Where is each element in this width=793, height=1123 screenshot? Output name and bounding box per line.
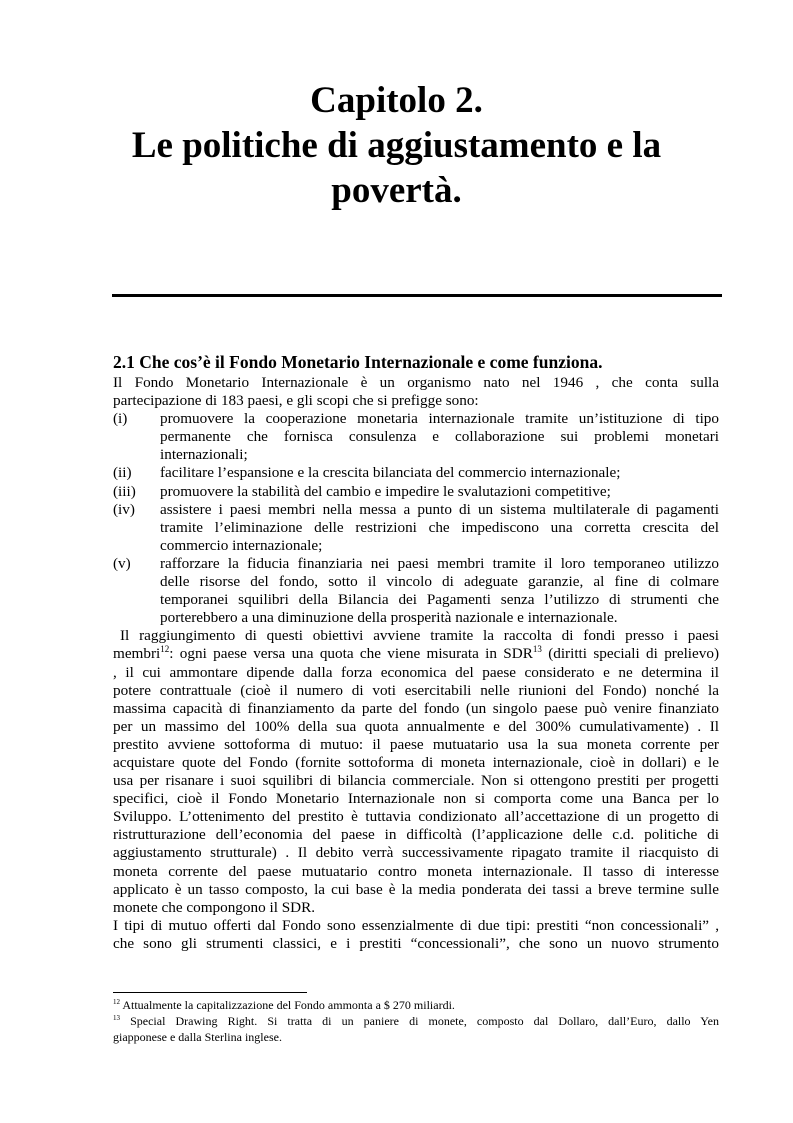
- paragraph-line: usa per risanare i suoi squilibri di bilancia commerciale. Non si ottengono prestiti per progetti: [113, 772, 719, 790]
- chapter-title: [0, 78, 793, 213]
- chapter-title-line-1: Le politiche di aggiustamento e la: [131, 125, 662, 166]
- intro-line: Il Fondo Monetario Internazionale è un organismo nato nel 1946 , che conta sulla: [113, 374, 719, 391]
- list-item-number: (iii): [113, 482, 136, 500]
- footnote-separator: [113, 992, 307, 993]
- section-heading: 2.1 Che cos’è il Fondo Monetario Internazionale e come funziona.: [113, 352, 603, 372]
- list-item-line: promuovere la cooperazione monetaria internazionale tramite un’istituzione di tipo: [160, 410, 719, 428]
- paragraph-line: monete che compongono il SDR.: [113, 898, 316, 916]
- footnote-12: $^{12}$ Attualmente la capitalizzazione del Fondo ammonta a $ 270 miliardi.: [113, 998, 455, 1012]
- list-item: [113, 483, 719, 501]
- paragraph-line: massima capacità di finanziamento da parte del fondo (un singolo paese può venire finanziato: [113, 699, 719, 717]
- list-item-line: assistere i paesi membri nella messa a punto di un sistema multilaterale di pagamenti: [160, 500, 719, 518]
- paragraph-line: membri$^{12}$: ogni paese versa una quota che viene misurata in SDR$^{13}$ (diritti speciali di prelievo): [113, 645, 719, 663]
- intro-line: partecipazione di 183 paesi, e gli scopi che si prefigge sono:: [113, 392, 479, 410]
- paragraph-line: specifici, cioè il Fondo Monetario Internazionale non si comporta come una Banca per lo: [113, 790, 719, 808]
- footnote-ref-12: 12: [160, 645, 170, 655]
- list-item-line: rafforzare la fiducia finanziaria nei paesi membri tramite il loro temporaneo utilizzo: [160, 554, 719, 572]
- list-item-line: commercio internazionale;: [160, 536, 323, 554]
- list-item-line: porterebbero a una diminuzione della prosperità nazionale e internazionale.: [160, 609, 618, 627]
- paragraph-line: moneta corrente del paese mutuatario contro moneta internazionale. Il tasso di interesse: [113, 862, 719, 880]
- list-item-line: delle risorse del fondo, sotto il vincolo di adeguate garanzie, al fine di colmare: [160, 573, 719, 591]
- paragraph-line: Il raggiungimento di questi obiettivi avviene tramite la raccolta di fondi presso i paesi: [120, 627, 719, 645]
- list-item: [113, 501, 719, 555]
- list-item: [113, 464, 719, 482]
- list-item-line: promuovere la stabilità del cambio e impedire le svalutazioni competitive;: [160, 482, 611, 500]
- paragraph-line: I tipi di mutuo offerti dal Fondo sono essenzialmente di due tipi: prestiti “non concessionali” ,: [113, 916, 719, 934]
- footnotes: [113, 997, 719, 1045]
- footnote-13-continued: giapponese e dalla Sterlina inglese.: [113, 1030, 282, 1044]
- list-item-line: permanente che fornisca consulenza e collaborazione sui problemi monetari: [160, 428, 719, 446]
- paragraph-line: aggiustamento strutturale) . Il debito verrà successivamente ripagato tramite il riacquisto di: [113, 844, 719, 862]
- list-item-line: tramite l’eliminazione delle restrizioni che impediscono una corretta crescita del: [160, 518, 719, 536]
- list-item-number: (v): [113, 554, 131, 572]
- list-item: [113, 555, 719, 627]
- footnote-ref-13: 13: [532, 645, 542, 655]
- list-item-number: (ii): [113, 464, 132, 482]
- list-item: [113, 410, 719, 464]
- horizontal-rule: [112, 294, 722, 297]
- footnote-13: $^{13}$ Special Drawing Right. Si tratta di un paniere di monete, composto dal Dollaro, dall’Euro, dallo Yen: [113, 1014, 719, 1028]
- paragraph-line: Sviluppo. L’ottenimento del prestito è tuttavia condizionato all’accettazione di un progetto di: [113, 808, 719, 826]
- list-item-line: internazionali;: [160, 446, 248, 464]
- paragraph-line: applicato è un tasso composto, la cui base è la media ponderata dei tassi a breve termine sulle: [113, 880, 719, 898]
- paragraph-line: acquistare quote del Fondo (fornite sottoforma di moneta internazionale, cioè in dollari) e le: [113, 753, 719, 771]
- chapter-title-line-2: povertà.: [331, 170, 462, 211]
- list-item-number: (i): [113, 410, 128, 428]
- chapter-number: Capitolo 2.: [310, 80, 483, 121]
- paragraph-line: prestito avviene sottoforma di mutuo: il paese mutuatario usa la sua moneta corrente per: [113, 735, 719, 753]
- paragraph-line: potere contrattuale (cioè il numero di voti esercitabili nelle riunioni del Fondo) nonché la: [113, 681, 719, 699]
- list-item-number: (iv): [113, 500, 135, 518]
- paragraph-line: per un massimo del 100% della sua quota annualmente e del 300% cumulativamente) . Il: [113, 717, 719, 735]
- list-item-line: facilitare l’espansione e la crescita bilanciata del commercio internazionale;: [160, 464, 621, 482]
- paragraph-line: ristrutturazione dell’economia del paese in difficoltà (l’applicazione delle c.d. politiche di: [113, 826, 719, 844]
- list-item-line: temporanei squilibri della Bilancia dei Pagamenti senza l’utilizzo di strumenti che: [160, 591, 719, 609]
- paragraph-line: , il cui ammontare dipende dalla forza economica del paese considerato e ne determina il: [113, 663, 719, 681]
- paragraph-line: che sono gli strumenti classici, e i prestiti “concessionali”, che sono un nuovo strumento: [113, 934, 719, 952]
- body-text: [113, 374, 719, 953]
